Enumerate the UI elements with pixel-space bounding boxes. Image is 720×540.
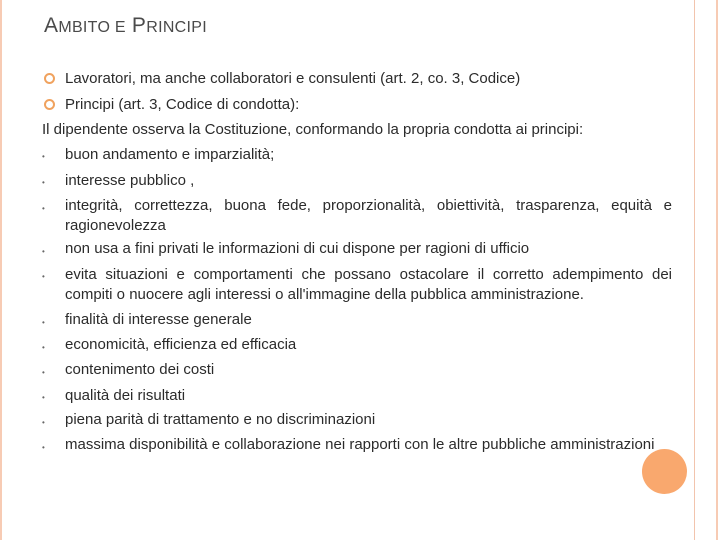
intro-text: Il dipendente osserva la Costituzione, conformando la propria condotta ai principi:: [42, 121, 584, 138]
bullet-dot-icon: •: [42, 247, 45, 256]
list-item: contenimento dei costi: [65, 361, 215, 378]
top-bullet-principi: Principi (art. 3, Codice di condotta):: [65, 96, 300, 113]
bullet-dot-icon: •: [42, 368, 45, 377]
list-item: massima disponibilità e collaborazione nei rapporti con le altre pubbliche amministrazioni: [65, 436, 655, 453]
bullet-dot-icon: •: [42, 443, 45, 452]
top-bullet-lavoratori: Lavoratori, ma anche collaboratori e consulenti (art. 2, co. 3, Codice): [65, 70, 521, 87]
list-item: integrità, correttezza, buona fede, proporzionalità, obiettività, trasparenza, equità e ragionevolezza: [65, 197, 672, 234]
title-word-ambito-e: MBITO E: [58, 19, 126, 36]
title-word-principi: RINCIPI: [146, 19, 207, 36]
bullet-dot-icon: •: [42, 343, 45, 352]
ring-bullet-icon: [44, 99, 55, 110]
slide-left-border: [0, 0, 2, 540]
list-item: interesse pubblico ,: [65, 172, 195, 189]
list-item: non usa a fini privati le informazioni di cui dispone per ragioni di ufficio: [65, 240, 530, 257]
list-item: economicità, efficienza ed efficacia: [65, 336, 297, 353]
list-item: finalità di interesse generale: [65, 311, 252, 328]
decorative-orange-circle: [642, 449, 687, 494]
bullet-dot-icon: •: [42, 178, 45, 187]
slide-right-outer-border: [716, 0, 718, 540]
ring-bullet-icon: [44, 73, 55, 84]
bullet-dot-icon: •: [42, 418, 45, 427]
list-item: piena parità di trattamento e no discriminazioni: [65, 411, 376, 428]
bullet-dot-icon: •: [42, 393, 45, 402]
bullet-dot-icon: •: [42, 204, 45, 213]
title-initial-a: A: [44, 14, 59, 37]
slide-title: [44, 14, 207, 38]
bullet-dot-icon: •: [42, 152, 45, 161]
slide-right-inner-border: [694, 0, 695, 540]
bullet-dot-icon: •: [42, 318, 45, 327]
list-item: evita situazioni e comportamenti che possano ostacolare il corretto adempimento dei compiti o nuocere agli interessi o all'immagine della pubblica amministrazione.: [65, 266, 672, 303]
title-initial-p: P: [131, 14, 147, 37]
list-item: qualità dei risultati: [65, 387, 186, 404]
bullet-dot-icon: •: [42, 272, 45, 281]
list-item: buon andamento e imparzialità;: [65, 146, 275, 163]
